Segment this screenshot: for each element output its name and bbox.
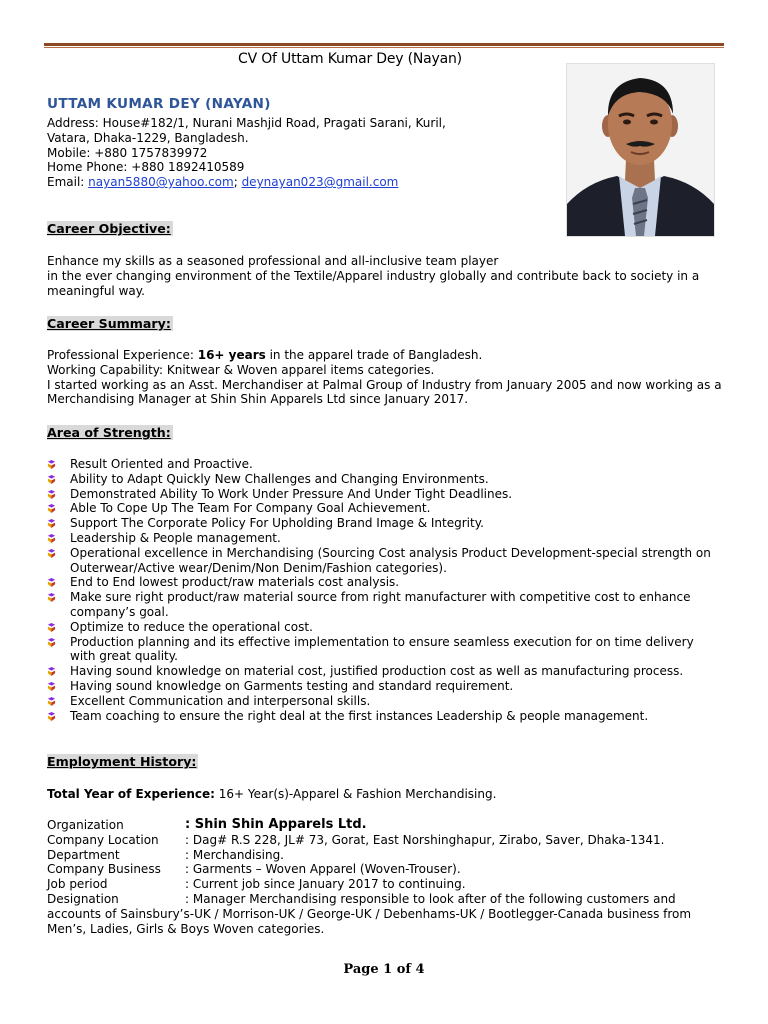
top-border-rule-thin	[44, 47, 724, 48]
strength-item	[47, 516, 719, 531]
total-experience	[47, 787, 727, 802]
employment-row-business	[47, 862, 727, 877]
row-label: Department	[47, 847, 120, 862]
home-phone: Home Phone: +880 1892410589	[47, 160, 245, 175]
strength-list	[47, 457, 719, 723]
strength-item-text: Make sure right product/raw material source from right manufacturer with competitive cost to enhance company’s goal.	[70, 590, 691, 619]
email-link-gmail[interactable]: deynayan023@gmail.com	[241, 175, 399, 190]
strength-item	[47, 501, 719, 516]
career-summary-heading: Career Summary:	[47, 316, 171, 331]
email-link-yahoo[interactable]: nayan5880@yahoo.com	[88, 175, 234, 190]
employment-row-department	[47, 848, 727, 863]
page-footer: Page 1 of 4	[343, 962, 425, 977]
bullet-arrow-icon	[47, 578, 56, 587]
strength-item-text: Team coaching to ensure the right deal at the first instances Leadership & people management.	[70, 708, 649, 723]
row-value: : Manager Merchandising responsible to look after of the following customers and	[185, 891, 676, 906]
row-value: : Dag# R.S 228, JL# 73, Gorat, East Norshinghapur, Zirabo, Saver, Dhaka-1341.	[185, 832, 665, 847]
strength-item-text: Having sound knowledge on material cost, justified production cost as well as manufacturing process.	[70, 664, 684, 679]
strength-item	[47, 679, 719, 694]
experience-years: 16+ years	[197, 348, 266, 362]
strength-item	[47, 664, 719, 679]
career-summary-text	[47, 348, 727, 407]
row-value: : Shin Shin Apparels Ltd.	[185, 817, 367, 832]
bullet-arrow-icon	[47, 623, 56, 632]
row-label: Job period	[47, 877, 108, 892]
career-objective-line-1: Enhance my skills as a seasoned professional and all-inclusive team player	[47, 254, 499, 268]
employment-heading: Employment History:	[47, 754, 197, 769]
strength-item	[47, 457, 719, 472]
bullet-arrow-icon	[47, 712, 56, 721]
strength-item-text: Result Oriented and Proactive.	[70, 457, 253, 471]
strength-item	[47, 590, 719, 620]
address-line-1: Address: House#182/1, Nurani Mashjid Road, Pragati Sarani, Kuril,	[47, 116, 446, 130]
total-experience-value: 16+ Year(s)-Apparel & Fashion Merchandising.	[214, 787, 497, 801]
row-value: : Garments – Woven Apparel (Woven-Trouser).	[185, 862, 461, 877]
career-narrative: I started working as an Asst. Merchandiser at Palmal Group of Industry from January 2005 and now working as a Merchandising Manager at Shin Shin Apparels Ltd since January 2017.	[47, 377, 722, 407]
employment-details	[47, 818, 727, 936]
bullet-arrow-icon	[47, 638, 56, 647]
strength-item-text: Demonstrated Ability To Work Under Pressure And Under Tight Deadlines.	[70, 486, 513, 501]
strength-item-text: Having sound knowledge on Garments testing and standard requirement.	[70, 678, 514, 693]
designation-continued: accounts of Sainsbury’s-UK / Morrison-UK / George-UK / Debenhams-UK / Bootlegger-Canada business from Men’s, Ladies, Girls & Boys Woven categories.	[47, 906, 692, 936]
employment-row-job-period	[47, 877, 727, 892]
strength-item-text: Ability to Adapt Quickly New Challenges and Changing Environments.	[70, 471, 489, 486]
strength-item	[47, 620, 719, 635]
experience-rest: in the apparel trade of Bangladesh.	[265, 348, 483, 362]
strength-item-text: Optimize to reduce the operational cost.	[70, 619, 313, 634]
cv-title: CV Of Uttam Kumar Dey (Nayan)	[238, 51, 462, 67]
bullet-arrow-icon	[47, 534, 56, 543]
strength-item	[47, 531, 719, 546]
bullet-arrow-icon	[47, 593, 56, 602]
employment-row-designation	[47, 892, 727, 907]
address-line-2: Vatara, Dhaka-1229, Bangladesh.	[47, 130, 249, 145]
strength-heading: Area of Strength:	[47, 425, 171, 440]
top-border-rule	[44, 43, 724, 46]
strength-item	[47, 472, 719, 487]
strength-item	[47, 546, 719, 576]
row-value: : Merchandising.	[185, 847, 284, 862]
strength-item-text: Production planning and its effective implementation to ensure seamless execution for on time delivery with great quality.	[70, 634, 694, 664]
profile-photo	[566, 63, 715, 237]
strength-item-text: Leadership & People management.	[70, 530, 281, 545]
bullet-arrow-icon	[47, 667, 56, 676]
strength-item	[47, 575, 719, 590]
portrait-illustration	[567, 64, 714, 236]
strength-item-text: Excellent Communication and interpersonal skills.	[70, 693, 371, 708]
contact-block	[47, 116, 547, 190]
bullet-arrow-icon	[47, 682, 56, 691]
row-label: Company Business	[47, 862, 161, 877]
strength-item-text: Able To Cope Up The Team For Company Goal Achievement.	[70, 501, 431, 516]
bullet-arrow-icon	[47, 697, 56, 706]
row-label: Company Location	[47, 832, 159, 847]
candidate-name: UTTAM KUMAR DEY (NAYAN)	[47, 96, 271, 112]
strength-item-text: End to End lowest product/raw materials cost analysis.	[70, 575, 400, 590]
strength-list-wrapper	[47, 457, 719, 723]
bullet-arrow-icon	[47, 475, 56, 484]
row-label: Designation	[47, 891, 119, 906]
professional-experience	[47, 348, 727, 363]
strength-item-text: Support The Corporate Policy For Upholding Brand Image & Integrity.	[70, 516, 484, 531]
working-capability: Working Capability: Knitwear & Woven apparel items categories.	[47, 362, 435, 377]
strength-item	[47, 635, 719, 665]
strength-item	[47, 487, 719, 502]
career-objective-text	[47, 254, 727, 298]
bullet-arrow-icon	[47, 549, 56, 558]
row-label: Organization	[47, 818, 124, 832]
employment-row-organization	[47, 818, 727, 833]
career-objective-line-2: in the ever changing environment of the Textile/Apparel industry globally and contribute back to society in a meaningful way.	[47, 268, 700, 298]
experience-label: Professional Experience:	[47, 348, 198, 362]
strength-item-text: Operational excellence in Merchandising (Sourcing Cost analysis Product Development-special strength on Outerwear/Active wear/Denim/Non Denim/Fashion categories).	[70, 545, 711, 575]
career-objective-heading: Career Objective:	[47, 221, 171, 236]
total-experience-label: Total Year of Experience:	[47, 787, 215, 801]
email-line	[47, 175, 547, 190]
strength-item	[47, 709, 719, 724]
mobile-number: Mobile: +880 1757839972	[47, 145, 208, 160]
email-label: Email:	[47, 175, 89, 190]
bullet-arrow-icon	[47, 460, 56, 469]
email-separator: ;	[233, 175, 242, 190]
bullet-arrow-icon	[47, 490, 56, 499]
row-value: : Current job since January 2017 to continuing.	[185, 877, 466, 892]
bullet-arrow-icon	[47, 504, 56, 513]
employment-row-location	[47, 833, 727, 848]
strength-item	[47, 694, 719, 709]
bullet-arrow-icon	[47, 519, 56, 528]
